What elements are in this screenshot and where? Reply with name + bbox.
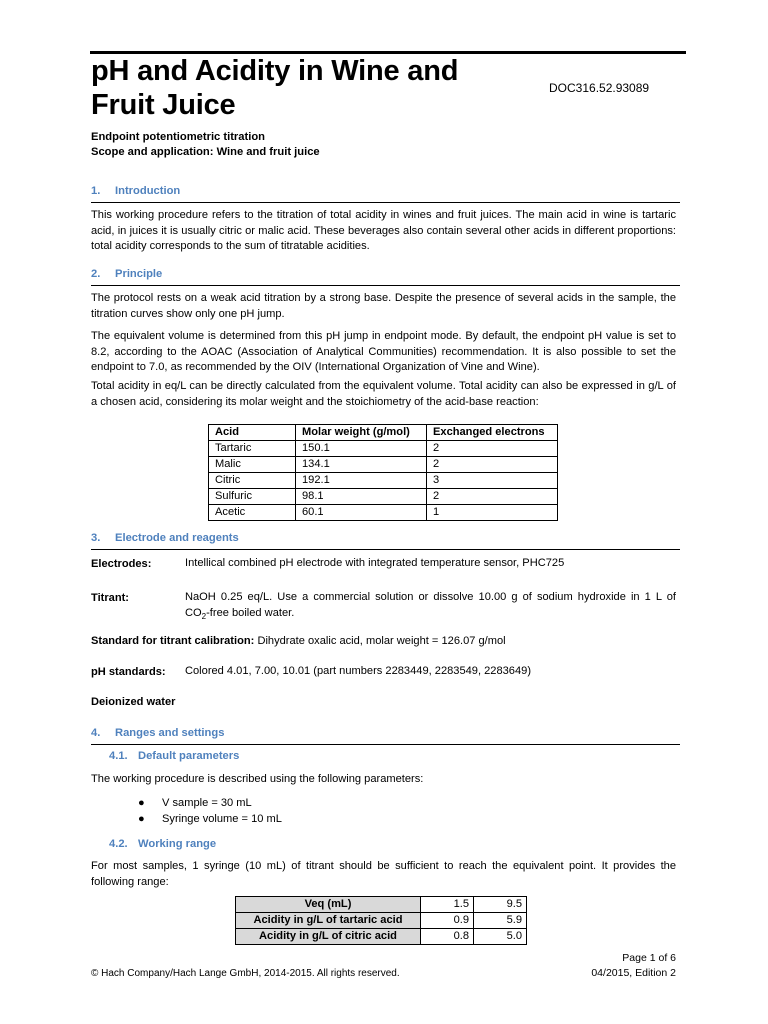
document-id: DOC316.52.93089 xyxy=(549,81,650,95)
standard-label: Standard for titrant calibration: xyxy=(91,635,255,647)
section-heading-introduction xyxy=(91,185,680,203)
table-cell: 0.8 xyxy=(421,929,474,945)
list-item xyxy=(138,797,252,809)
table-row xyxy=(236,897,527,913)
table-cell: 9.5 xyxy=(474,897,527,913)
titrant-label: Titrant: xyxy=(91,592,130,604)
titrant-co2-subscript: 2 xyxy=(201,612,207,622)
subsection-heading-working-range xyxy=(109,838,216,850)
table-cell: Malic xyxy=(209,457,296,473)
scope-subtitle: Scope and application: Wine and fruit juice xyxy=(91,146,320,158)
table-cell: Sulfuric xyxy=(209,489,296,505)
section-heading-electrode-reagents xyxy=(91,532,680,550)
titrant-water: -free boiled water. xyxy=(206,607,295,619)
section-heading-ranges-settings xyxy=(91,727,680,745)
section-title: Introduction xyxy=(115,185,181,197)
table-cell: Acetic xyxy=(209,505,296,521)
electrodes-label: Electrodes: xyxy=(91,558,152,570)
section-number: 1. xyxy=(91,185,101,197)
table-cell: 5.9 xyxy=(474,913,527,929)
table-cell: Citric xyxy=(209,473,296,489)
column-header: Exchanged electrons xyxy=(427,425,558,441)
table-cell: 1.5 xyxy=(421,897,474,913)
standard-line xyxy=(91,634,506,650)
subsection-number: 4.1. xyxy=(109,750,128,762)
section-title: Ranges and settings xyxy=(115,727,225,739)
range-table xyxy=(235,896,527,945)
list-item xyxy=(138,813,282,825)
list-item-text: V sample = 30 mL xyxy=(162,797,252,809)
subsection-heading-default-parameters xyxy=(109,750,239,762)
table-cell: 2 xyxy=(427,489,558,505)
table-cell: 5.0 xyxy=(474,929,527,945)
table-row xyxy=(209,489,558,505)
acid-table xyxy=(208,424,558,521)
edition-info: 04/2015, Edition 2 xyxy=(591,967,676,979)
copyright-notice: © Hach Company/Hach Lange GmbH, 2014-2015. All rights reserved. xyxy=(91,968,400,979)
introduction-text: This working procedure refers to the titration of total acidity in wines and fruit juices. The main acid in wine is tartaric acid, in juices it is usually citric or malic acid. These beverages also contain several other acids in different proportions: total acidity corresponds to the sum of titratable acidities. xyxy=(91,209,676,252)
table-cell: Tartaric xyxy=(209,441,296,457)
document-title: pH and Acidity in Wine and Fruit Juice xyxy=(91,55,459,121)
ph-standards-label: pH standards: xyxy=(91,666,166,678)
ph-standards-value: Colored 4.01, 7.00, 10.01 (part numbers 2283449, 2283549, 2283649) xyxy=(185,665,532,677)
bullet-icon: ● xyxy=(138,797,145,809)
default-parameters-text: The working procedure is described using the following parameters: xyxy=(91,773,424,785)
section-title: Electrode and reagents xyxy=(115,532,239,544)
table-cell: 0.9 xyxy=(421,913,474,929)
column-header: Molar weight (g/mol) xyxy=(296,425,427,441)
titrant-co2: CO xyxy=(185,607,202,619)
list-item-text: Syringe volume = 10 mL xyxy=(162,813,282,825)
deionized-water-label: Deionized water xyxy=(91,696,176,708)
column-header: Acid xyxy=(209,425,296,441)
working-range-text: For most samples, 1 syringe (10 mL) of titrant should be sufficient to reach the equivalent point. It provides the following range: xyxy=(91,860,676,888)
section-number: 2. xyxy=(91,268,101,280)
row-header: Acidity in g/L of citric acid xyxy=(236,929,421,945)
table-row xyxy=(209,457,558,473)
page-number: Page 1 of 6 xyxy=(622,952,676,964)
bullet-icon: ● xyxy=(138,813,145,825)
subsection-title: Working range xyxy=(138,838,217,850)
principle-paragraph-1: The protocol rests on a weak acid titration by a strong base. Despite the presence of several acids in the sample, the titration curves show only one pH jump. xyxy=(91,292,676,320)
table-cell: 2 xyxy=(427,457,558,473)
table-cell: 134.1 xyxy=(296,457,427,473)
section-title: Principle xyxy=(115,268,163,280)
table-header-row xyxy=(209,425,558,441)
section-heading-principle xyxy=(91,268,680,286)
table-cell: 98.1 xyxy=(296,489,427,505)
table-cell: 150.1 xyxy=(296,441,427,457)
table-row xyxy=(236,929,527,945)
table-cell: 2 xyxy=(427,441,558,457)
titrant-value-line-1: NaOH 0.25 eq/L. Use a commercial solution or dissolve 10.00 g of sodium hydroxide in 1 L of xyxy=(185,591,676,603)
row-header: Veq (mL) xyxy=(236,897,421,913)
table-row xyxy=(236,913,527,929)
section-number: 4. xyxy=(91,727,101,739)
table-row xyxy=(209,505,558,521)
table-cell: 60.1 xyxy=(296,505,427,521)
electrodes-value: Intellical combined pH electrode with integrated temperature sensor, PHC725 xyxy=(185,557,565,569)
row-header: Acidity in g/L of tartaric acid xyxy=(236,913,421,929)
table-cell: 3 xyxy=(427,473,558,489)
subsection-number: 4.2. xyxy=(109,838,128,850)
table-cell: 192.1 xyxy=(296,473,427,489)
section-number: 3. xyxy=(91,532,101,544)
principle-paragraph-2: The equivalent volume is determined from this pH jump in endpoint mode. By default, the endpoint pH value is set to 8.2, according to the AOAC (Association of Analytical Communities) recommendation. It is also possible to set the endpoint to 7.0, as recommended by the OIV (International Organization of Vine and Wine). xyxy=(91,330,676,373)
subsection-title: Default parameters xyxy=(138,750,240,762)
table-row xyxy=(209,473,558,489)
standard-value: Dihydrate oxalic acid, molar weight = 126.07 g/mol xyxy=(257,635,506,647)
titrant-value-line-2 xyxy=(185,606,294,625)
table-row xyxy=(209,441,558,457)
table-cell: 1 xyxy=(427,505,558,521)
method-subtitle: Endpoint potentiometric titration xyxy=(91,131,266,143)
principle-paragraph-3: Total acidity in eq/L can be directly calculated from the equivalent volume. Total acidity can also be expressed in g/L of a chosen acid, considering its molar weight and the stoichiometry of the acid-base reaction: xyxy=(91,380,676,408)
